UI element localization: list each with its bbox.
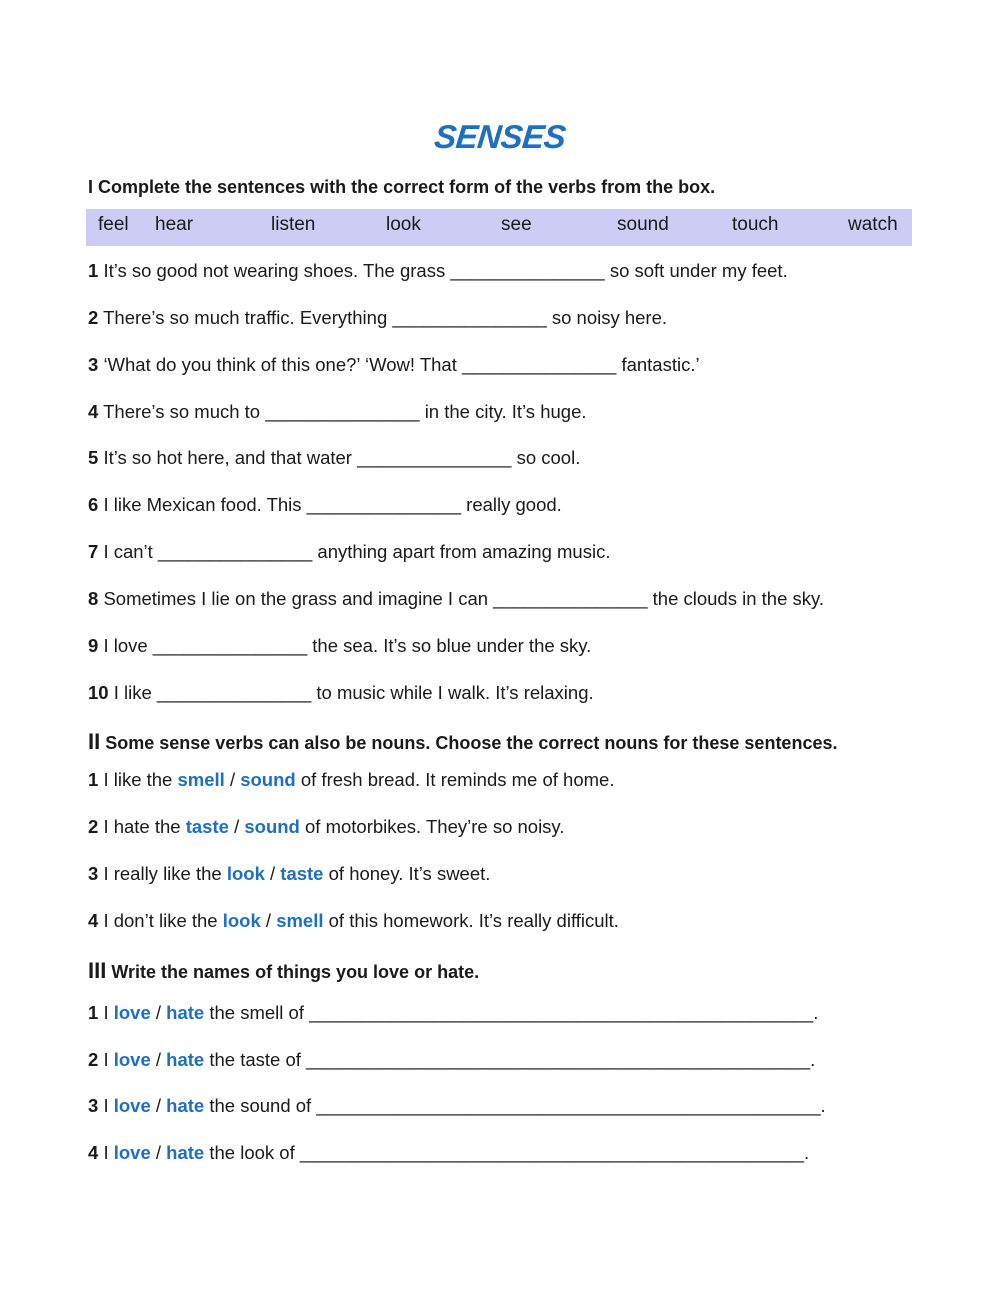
exercise1-item[interactable] — [88, 307, 667, 329]
item-text: Sometimes I lie on the grass and imagine I can _______________ the clouds in the sky. — [103, 588, 825, 609]
exercise3-item — [88, 1095, 826, 1117]
section3-heading — [88, 958, 479, 984]
exercise2-item — [88, 910, 619, 932]
choice-option[interactable]: love — [113, 1095, 151, 1116]
choice-option[interactable]: sound — [240, 769, 296, 790]
exercise1-item[interactable] — [88, 541, 610, 563]
item-number: 3 — [88, 863, 99, 884]
item-text: I like the — [103, 769, 173, 790]
page-title: SENSES — [432, 118, 568, 155]
section3-instruction: Write the names of things you love or hate. — [111, 962, 480, 982]
item-number: 1 — [88, 260, 99, 281]
exercise1-item[interactable] — [88, 682, 594, 704]
choice-separator: / — [155, 1142, 162, 1163]
exercise1-item[interactable] — [88, 635, 591, 657]
item-number: 7 — [88, 541, 99, 562]
section2-roman: II — [88, 729, 101, 754]
item-number: 3 — [88, 1095, 99, 1116]
section1-heading — [88, 177, 715, 198]
choice-option[interactable]: hate — [166, 1142, 205, 1163]
choice-option[interactable]: hate — [166, 1002, 205, 1023]
item-text: I really like the — [103, 863, 222, 884]
verb-word: hear — [155, 214, 194, 235]
item-text: of honey. It’s sweet. — [328, 863, 491, 884]
choice-separator: / — [265, 910, 272, 931]
item-text: It’s so good not wearing shoes. The grass _______________ so soft under my feet. — [103, 260, 788, 281]
exercise1-item[interactable] — [88, 588, 824, 610]
choice-option[interactable]: taste — [185, 816, 229, 837]
item-text: I like Mexican food. This _______________ really good. — [103, 494, 562, 515]
choice-option[interactable]: hate — [166, 1095, 205, 1116]
item-number: 1 — [88, 769, 99, 790]
verb-word: sound — [617, 214, 669, 235]
answer-line[interactable]: the look of _________________________________________________. — [209, 1142, 810, 1163]
item-text: ‘What do you think of this one?’ ‘Wow! That _______________ fantastic.’ — [103, 354, 700, 375]
item-text: of motorbikes. They’re so noisy. — [305, 816, 565, 837]
answer-line[interactable]: the sound of _________________________________________________. — [209, 1095, 826, 1116]
choice-option[interactable]: look — [226, 863, 265, 884]
exercise2-item — [88, 816, 564, 838]
exercise1-item[interactable] — [88, 494, 562, 516]
item-text: I hate the — [103, 816, 181, 837]
item-number: 4 — [88, 401, 99, 422]
item-text: There’s so much traffic. Everything _______________ so noisy here. — [103, 307, 668, 328]
choice-option[interactable]: love — [113, 1142, 151, 1163]
verb-word: feel — [98, 214, 129, 235]
item-number: 2 — [88, 816, 99, 837]
item-number: 2 — [88, 307, 99, 328]
section2-heading — [88, 729, 837, 755]
item-text: I — [103, 1095, 109, 1116]
exercise3-item — [88, 1049, 815, 1071]
exercise3-item — [88, 1142, 809, 1164]
item-number: 8 — [88, 588, 99, 609]
item-text: of this homework. It’s really difficult. — [328, 910, 619, 931]
verb-word: watch — [848, 214, 898, 235]
answer-line[interactable]: the smell of _________________________________________________. — [209, 1002, 819, 1023]
choice-separator: / — [229, 769, 236, 790]
item-text: I love _______________ the sea. It’s so blue under the sky. — [103, 635, 592, 656]
exercise3-item — [88, 1002, 818, 1024]
item-number: 4 — [88, 1142, 99, 1163]
exercise1-item[interactable] — [88, 354, 700, 376]
verb-box — [86, 209, 912, 246]
choice-option[interactable]: taste — [280, 863, 324, 884]
section1-roman: I — [88, 177, 94, 197]
exercise2-item — [88, 769, 614, 791]
exercise1-item[interactable] — [88, 401, 587, 423]
choice-option[interactable]: love — [113, 1049, 151, 1070]
item-text: It’s so hot here, and that water _______________ so cool. — [103, 447, 581, 468]
item-number: 4 — [88, 910, 99, 931]
choice-option[interactable]: look — [222, 910, 261, 931]
section1-instruction: Complete the sentences with the correct form of the verbs from the box. — [98, 177, 716, 197]
item-number: 1 — [88, 1002, 99, 1023]
answer-line[interactable]: the taste of _________________________________________________. — [209, 1049, 816, 1070]
item-text: I don’t like the — [103, 910, 218, 931]
item-number: 5 — [88, 447, 99, 468]
item-text: I — [103, 1002, 109, 1023]
choice-option[interactable]: hate — [166, 1049, 205, 1070]
item-text: I can’t _______________ anything apart from amazing music. — [103, 541, 611, 562]
verb-word: touch — [732, 214, 779, 235]
exercise1-item[interactable] — [88, 447, 580, 469]
item-text: I — [103, 1142, 109, 1163]
exercise1-item[interactable] — [88, 260, 788, 282]
exercise2-item — [88, 863, 490, 885]
item-text: of fresh bread. It reminds me of home. — [300, 769, 615, 790]
section3-roman: III — [88, 958, 107, 983]
choice-option[interactable]: love — [113, 1002, 151, 1023]
choice-separator: / — [155, 1095, 162, 1116]
item-number: 6 — [88, 494, 99, 515]
item-number: 2 — [88, 1049, 99, 1070]
choice-separator: / — [270, 863, 276, 884]
choice-option[interactable]: sound — [244, 816, 300, 837]
item-number: 3 — [88, 354, 99, 375]
section2-instruction: Some sense verbs can also be nouns. Choose the correct nouns for these sentences. — [105, 733, 838, 753]
item-text: I like _______________ to music while I walk. It’s relaxing. — [113, 682, 594, 703]
choice-separator: / — [155, 1002, 162, 1023]
choice-separator: / — [155, 1049, 162, 1070]
verb-word: look — [386, 214, 421, 235]
item-number: 9 — [88, 635, 99, 656]
item-text: There’s so much to _______________ in the city. It’s huge. — [103, 401, 587, 422]
choice-separator: / — [234, 816, 240, 837]
verb-word: see — [501, 214, 532, 235]
item-text: I — [103, 1049, 109, 1070]
verb-word: listen — [271, 214, 316, 235]
choice-option[interactable]: smell — [177, 769, 225, 790]
choice-option[interactable]: smell — [276, 910, 324, 931]
item-number: 10 — [88, 682, 109, 703]
